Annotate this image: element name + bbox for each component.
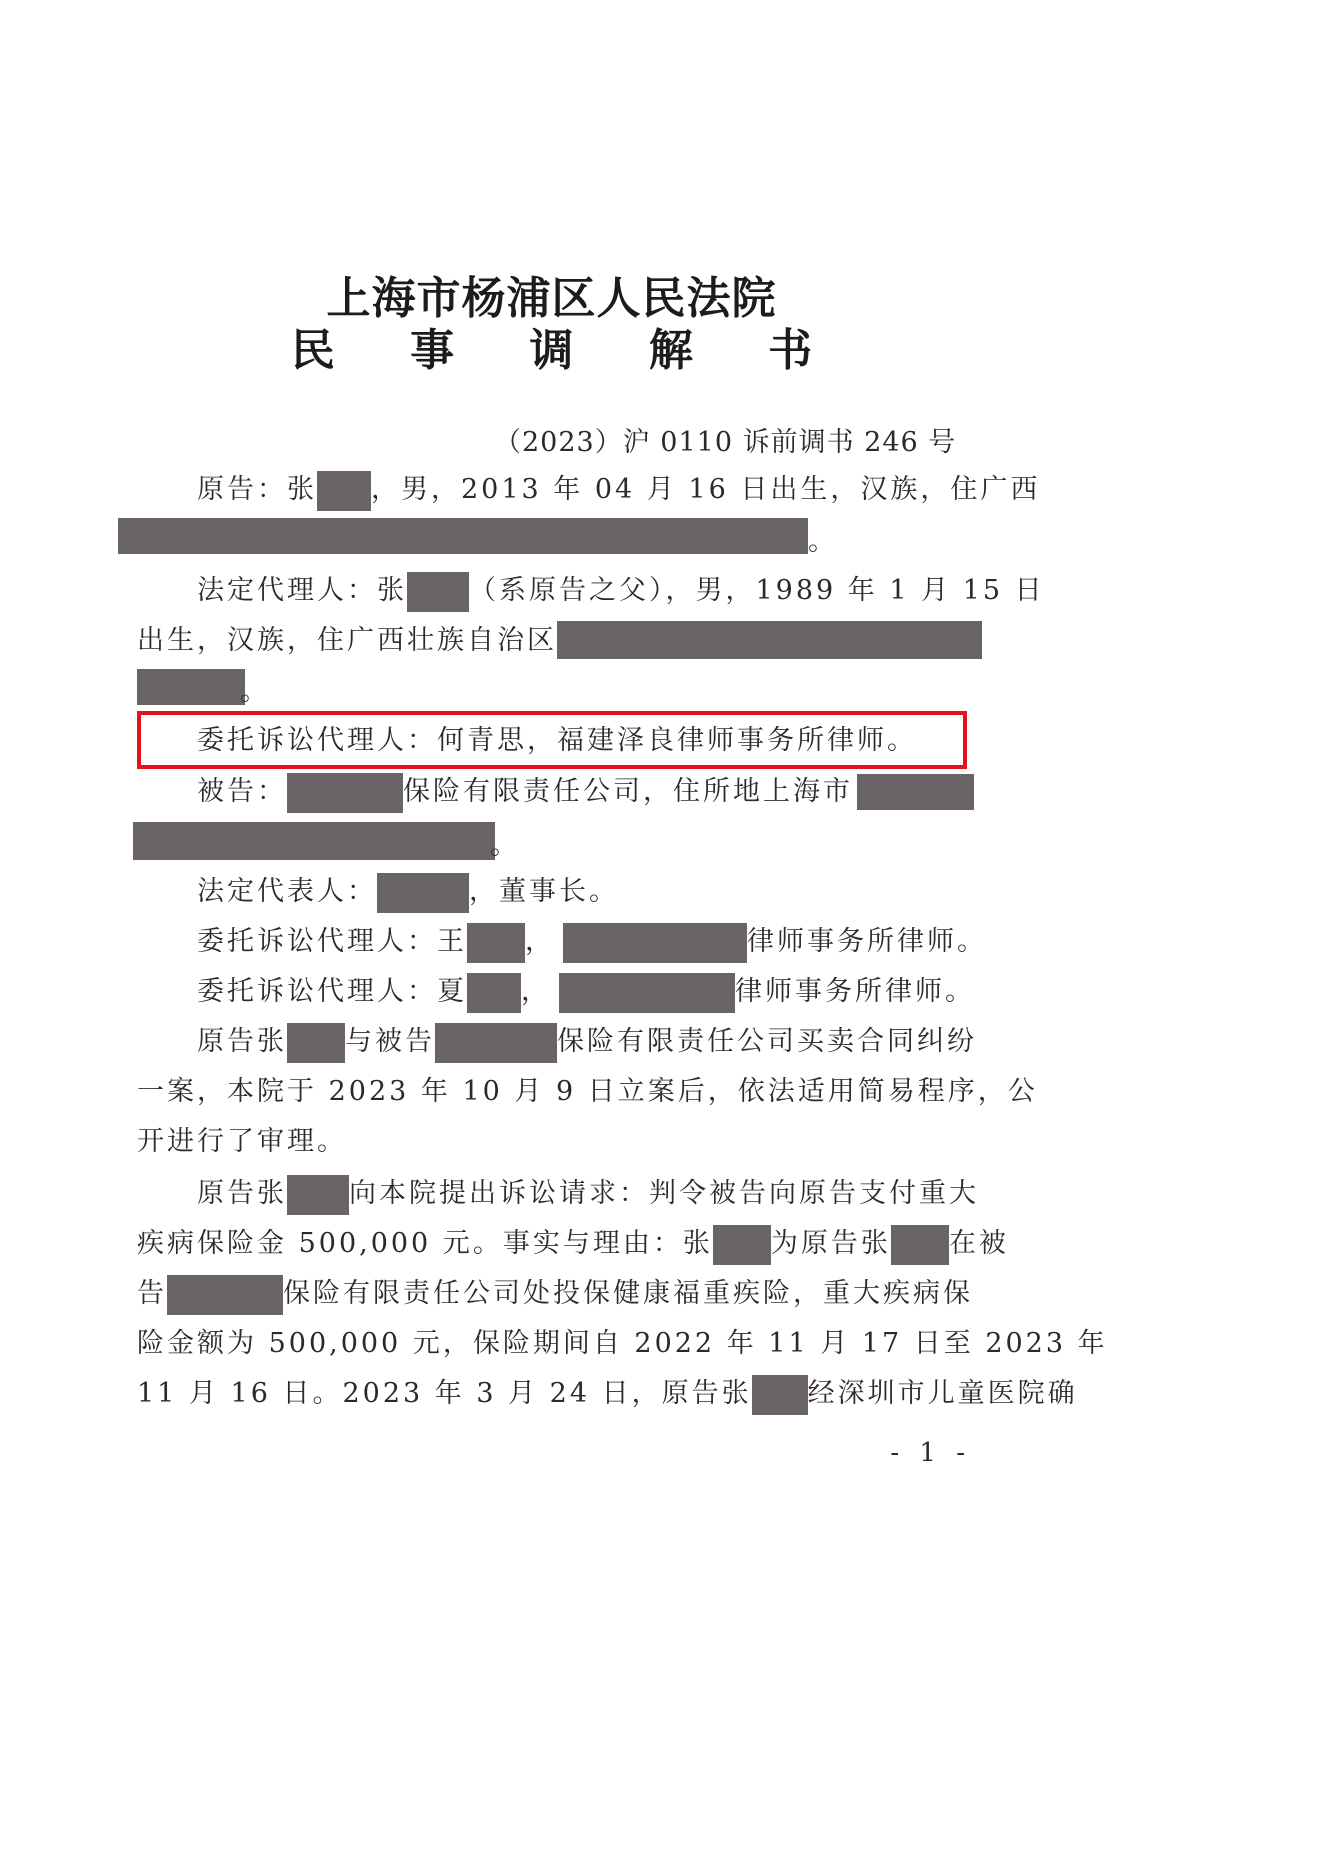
redaction [118, 518, 808, 554]
redaction [467, 973, 521, 1013]
redaction [137, 669, 245, 705]
redaction [563, 923, 747, 963]
court-name: 上海市杨浦区人民法院 [326, 273, 777, 324]
redaction [133, 822, 495, 860]
legal-rep-title: ，董事长。 [469, 876, 619, 907]
defendant-agent-1-firm: 律师事务所律师。 [747, 926, 987, 957]
redaction [287, 1023, 345, 1063]
defendant-agent-1-label: 委托诉讼代理人：王 [197, 926, 467, 957]
case-intro-line-3: 开进行了审理。 [137, 1126, 347, 1157]
text: 向本院提出诉讼请求：判令被告向原告支付重大 [349, 1178, 979, 1209]
guardian-line-2: 出生，汉族，住广西壮族自治区 [137, 625, 557, 656]
redaction [557, 621, 982, 659]
defendant-details: 保险有限责任公司，住所地上海市 [403, 776, 853, 807]
claim-line-5 [137, 1374, 1078, 1414]
text: 保险有限责任公司买卖合同纠纷 [557, 1026, 977, 1057]
case-intro-line-2: 一案，本院于 2023 年 10 月 9 日立案后，依法适用简易程序，公 [137, 1076, 1038, 1107]
text: 与被告 [345, 1026, 435, 1057]
case-intro-line-1 [197, 1022, 977, 1062]
text: 经深圳市儿童医院确 [807, 1378, 1078, 1409]
legal-rep-line [197, 872, 619, 912]
redaction [167, 1275, 283, 1315]
redaction [559, 973, 735, 1013]
claim-line-3 [137, 1274, 973, 1314]
claim-line-4: 险金额为 500,000 元，保险期间自 2022 年 11 月 17 日至 2023 年 [137, 1328, 1108, 1359]
defendant-agent-2-firm: 律师事务所律师。 [735, 976, 975, 1007]
plaintiff-details: ，男，2013 年 04 月 16 日出生，汉族，住广西 [371, 474, 1041, 505]
case-number: （2023）沪 0110 诉前调书 246 号 [494, 427, 957, 458]
redaction [713, 1225, 771, 1265]
guardian-details: （系原告之父），男，1989 年 1 月 15 日 [469, 575, 1045, 606]
text: 为原告张 [770, 1228, 891, 1259]
plaintiff-line-2-end: 。 [808, 526, 838, 557]
defendant-label: 被告： [197, 776, 287, 807]
plaintiff-line-1 [197, 470, 1040, 510]
comma: ， [525, 926, 555, 957]
redaction [377, 873, 469, 913]
page-number: - 1 - [890, 1438, 971, 1468]
defendant-line-2-end: 。 [490, 830, 520, 861]
guardian-label: 法定代理人：张 [197, 575, 407, 606]
guardian-line-1 [197, 571, 1045, 611]
redaction [857, 774, 974, 810]
redaction [467, 923, 525, 963]
redaction [317, 471, 371, 511]
text: 原告张 [197, 1026, 287, 1057]
text: 告 [137, 1278, 167, 1309]
text: 疾病保险金 500,000 元。事实与理由：张 [137, 1228, 713, 1259]
plaintiff-label: 原告：张 [197, 474, 317, 505]
text: 原告张 [197, 1178, 287, 1209]
claim-line-1 [197, 1174, 979, 1214]
text: 11 月 16 日。2023 年 3 月 24 日，原告张 [137, 1378, 752, 1409]
redaction [891, 1225, 949, 1265]
text: 在被 [948, 1228, 1009, 1259]
redaction [287, 773, 403, 813]
comma: ， [521, 976, 551, 1007]
defendant-line-1 [197, 772, 853, 812]
document-type: 民 事 调 解 书 [290, 325, 843, 376]
legal-rep-label: 法定代表人： [197, 876, 377, 907]
text: 保险有限责任公司处投保健康福重疾险，重大疾病保 [283, 1278, 973, 1309]
claim-line-2 [137, 1224, 1009, 1264]
redaction [407, 572, 469, 612]
redaction [435, 1023, 557, 1063]
redaction [752, 1375, 808, 1415]
defendant-agent-2-line [197, 972, 975, 1012]
defendant-agent-1-line [197, 922, 987, 962]
guardian-line-3-end: 。 [240, 676, 270, 707]
defendant-agent-2-label: 委托诉讼代理人：夏 [197, 976, 467, 1007]
redaction [287, 1175, 349, 1215]
plaintiff-agent-line: 委托诉讼代理人：何青思，福建泽良律师事务所律师。 [197, 725, 917, 756]
